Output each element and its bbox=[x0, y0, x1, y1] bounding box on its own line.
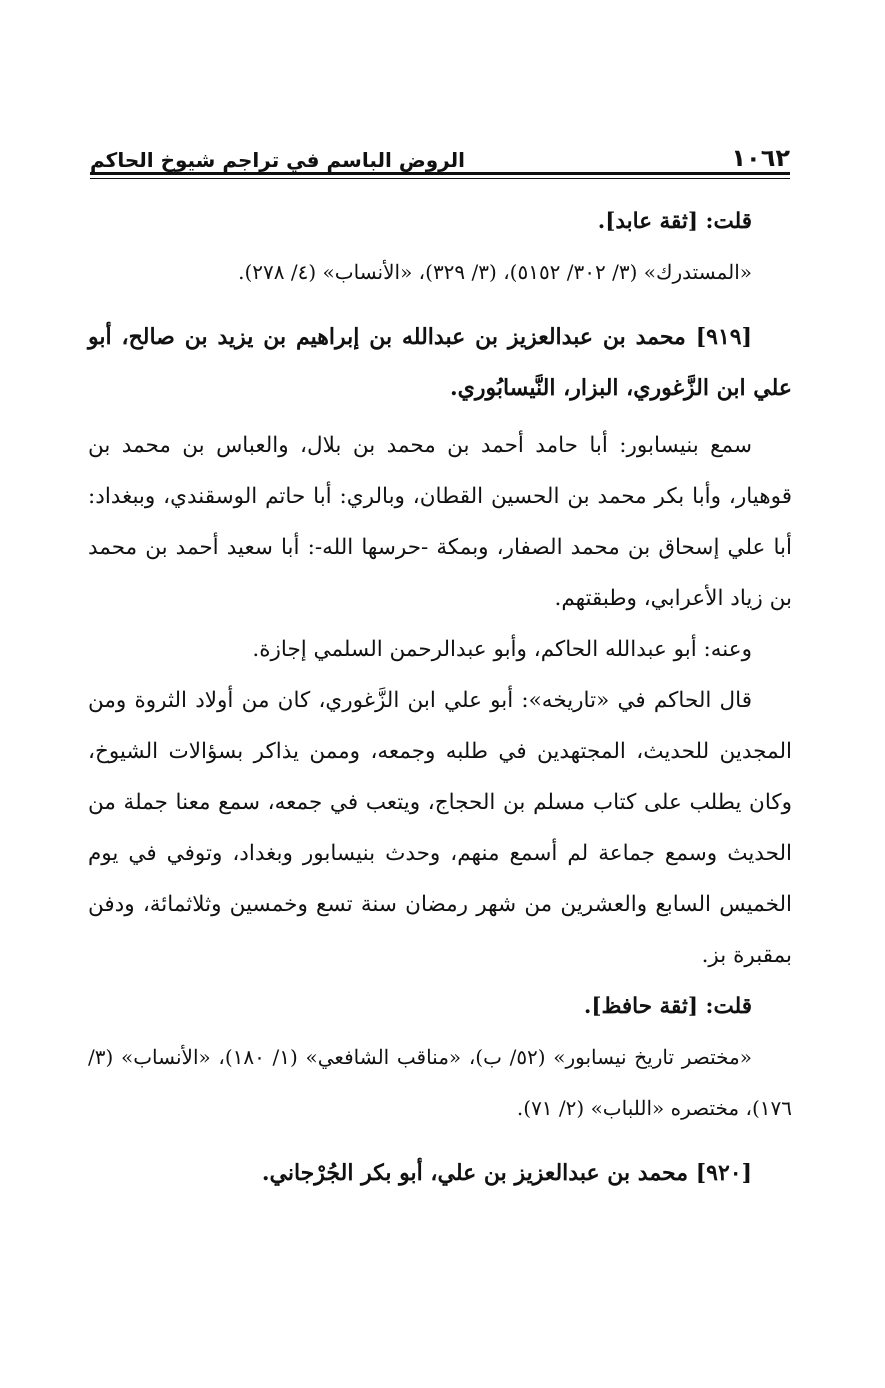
entry-919-students-paragraph: وعنه: أبو عبدالله الحاكم، وأبو عبدالرحمن السلمي إجازة. bbox=[252, 637, 752, 662]
header-rule-thick bbox=[90, 172, 790, 175]
header-rule-thin bbox=[90, 178, 790, 179]
running-header bbox=[90, 128, 790, 172]
entry-heading-920: [٩٢٠] محمد بن عبدالعزيز بن علي، أبو بكر الجُرْجاني. bbox=[261, 1160, 752, 1186]
page-body bbox=[88, 196, 792, 1199]
entry-919-hakim-quote: قال الحاكم في «تاريخه»: أبو علي ابن الزَّغوري، كان من أولاد الثروة ومن المجدين للحديث، المجتهدين في طلبه وجمعه، وممن يذاكر بسؤالات الشيوخ، وكان يطلب على كتاب مسلم بن الحجاج، ويتعب في جمعه، سمع معنا جملة من الحديث وسمع جماعة لم أسمع منهم، وحدث بنيسابور وبغداد، وتوفي في يوم الخميس السابع والعشرين من شهر رمضان سنة تسع وخمسين وثلاثمائة، ودفن بمقبرة بز. bbox=[88, 688, 792, 968]
running-title: الروض الباسم في تراجم شيوخ الحاكم bbox=[90, 148, 465, 172]
verdict-paragraph: قلت: [ثقة عابد]. bbox=[597, 209, 752, 234]
section-spacer bbox=[88, 1134, 792, 1148]
entry-919-heard-paragraph: سمع بنيسابور: أبا حامد أحمد بن محمد بن بلال، والعباس بن محمد بن قوهيار، وأبا بكر محمد بن الحسين القطان، وبالري: أبا حاتم الوسقندي، وببغداد: أبا علي إسحاق بن محمد الصفار، وبمكة -حرسها الله-: أبا سعيد أحمد بن محمد بن زياد الأعرابي، وطبقتهم. bbox=[88, 433, 792, 611]
sources-paragraph: «مختصر تاريخ نيسابور» (٥٢/ ب)، «مناقب الشافعي» (١/ ١٨٠)، «الأنساب» (٣/ ١٧٦)، مختصره «اللباب» (٢/ ٧١). bbox=[88, 1045, 792, 1120]
section-spacer bbox=[88, 298, 792, 312]
sources-paragraph: «المستدرك» (٣/ ٣٠٢/ ٥١٥٢)، (٣/ ٣٢٩)، «الأنساب» (٤/ ٢٧٨). bbox=[238, 260, 752, 284]
entry-heading-919: [٩١٩] محمد بن عبدالعزيز بن عبدالله بن إبراهيم بن يزيد بن صالح، أبو علي ابن الزَّغوري، البزار، النَّيسابُوري. bbox=[88, 324, 792, 401]
verdict-paragraph: قلت: [ثقة حافظ]. bbox=[583, 994, 752, 1019]
page-number: ١٠٦٢ bbox=[731, 144, 790, 172]
